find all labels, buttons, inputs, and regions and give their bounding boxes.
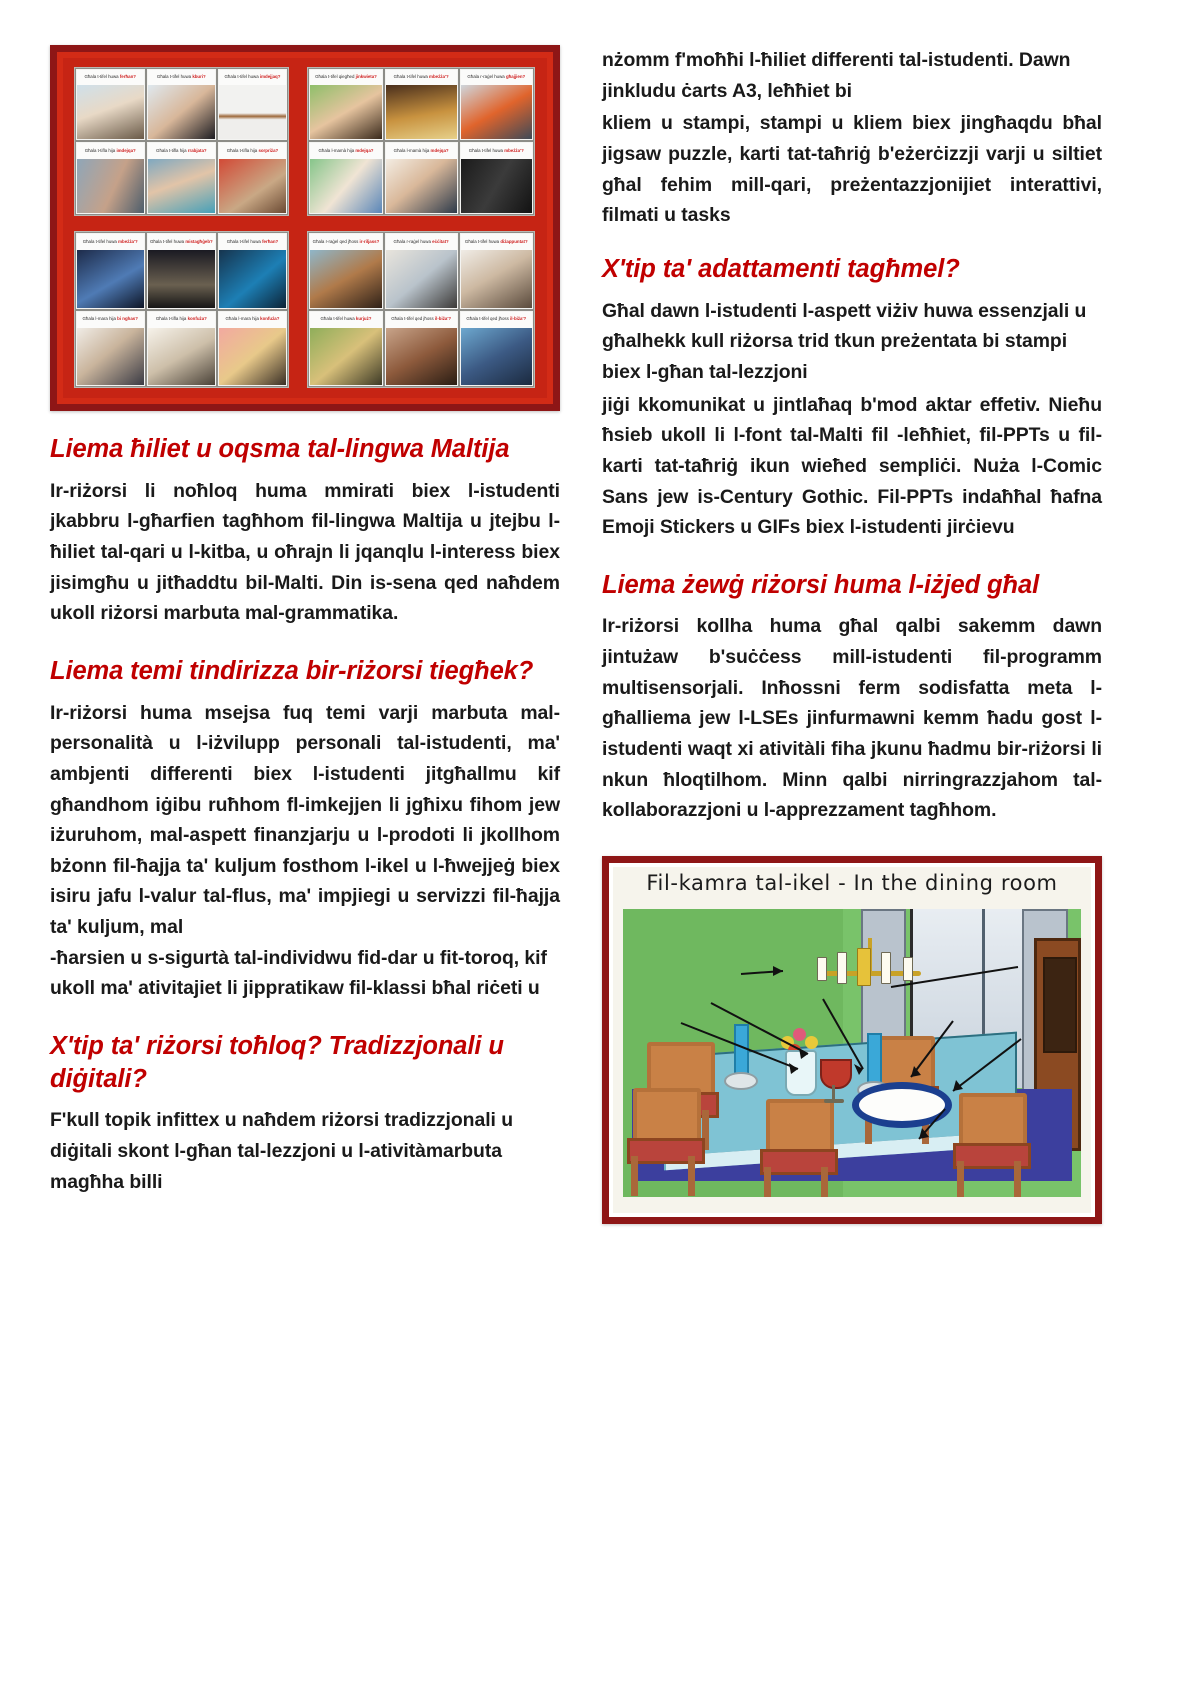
flashcard-photo — [461, 250, 532, 307]
flashcard-emotion: konfuża? — [260, 316, 280, 322]
heading-tip-rizorsi: X'tip ta' riżorsi toħloq? Tradizzjonali u diġitali? — [50, 1032, 504, 1093]
flashcard — [217, 68, 288, 142]
flashcard — [459, 141, 534, 215]
flashcard-emotion: għajjien? — [505, 73, 526, 79]
flashcard-photo — [310, 250, 381, 307]
emotion-flashcards-collage — [63, 58, 547, 398]
flashcard — [146, 232, 217, 309]
flashcard-photo — [461, 159, 532, 213]
flashcard-photo — [219, 85, 286, 139]
plate — [852, 1082, 952, 1128]
collage-sheet — [307, 67, 534, 217]
flashcard-photo — [386, 328, 457, 385]
paragraph-adattamenti: Għal dawn l-istudenti l-aspett viżiv huwa essenzjali u għalhekk kull riżorsa trid tkun preżentata bi stampi biex l-għan tal-lezzjoni — [602, 299, 1087, 383]
section-adattamenti — [602, 253, 1102, 543]
left-column — [50, 45, 560, 1224]
flashcard-caption: Għala r-raġel huwa għajjien? — [461, 70, 532, 85]
chair — [760, 1099, 832, 1197]
flashcard-emotion: bi nghas? — [117, 316, 138, 322]
heading-hiliet-oqsma: Liema ħiliet u oqsma tal-lingwa Maltija — [50, 435, 510, 463]
flashcard-photo — [386, 159, 457, 213]
flashcard-caption: Għala t-tifel huwa imdejjaq? — [219, 70, 286, 85]
flashcard-caption: Għala t-tifel huwa mistagħġeb? — [148, 234, 215, 250]
chair-leg — [1014, 1161, 1021, 1197]
flashcard-emotion: ir-riljass? — [359, 239, 380, 245]
flashcard — [217, 141, 288, 215]
chandelier-icon — [815, 938, 925, 1001]
collage-sheet — [74, 231, 289, 387]
flashcard-photo — [219, 328, 286, 385]
flashcard-emotion: diżappuntat? — [500, 239, 528, 245]
flower — [793, 1028, 806, 1041]
heading-adattamenti: X'tip ta' adattamenti tagħmel? — [602, 254, 960, 283]
flashcard-caption: Għala t-tifla hija rrabjata? — [148, 143, 215, 158]
flashcard — [384, 310, 459, 387]
flashcard — [308, 232, 383, 309]
room-wall — [623, 909, 1082, 1197]
flashcard-caption: Għala l-mara hija konfuża? — [219, 312, 286, 328]
flashcard — [459, 310, 534, 387]
flashcard-photo — [310, 85, 381, 139]
flashcard-caption: Għala t-tifel qiegħed jinkwieta? — [310, 70, 381, 85]
flashcard — [146, 68, 217, 142]
right-column — [602, 45, 1102, 1224]
two-column-layout — [50, 45, 1150, 1224]
flashcard-caption: Għala t-tifel huwa kurjuż? — [310, 312, 381, 328]
flashcard — [75, 68, 146, 142]
dining-room-title: Fil-kamra tal-ikel - In the dining room — [646, 871, 1058, 896]
flashcard — [146, 141, 217, 215]
flashcard-emotion: kburi? — [192, 73, 206, 79]
flashcard — [217, 232, 288, 309]
candle — [837, 952, 847, 984]
section-hiliet-oqsma — [50, 433, 560, 629]
flashcard-photo — [148, 85, 215, 139]
flashcard — [459, 232, 534, 309]
flashcard-caption: Għala l-mamà hija mdejqa? — [310, 143, 381, 158]
flashcard-caption: Għala t-tifel qed jħoss il-biża'? — [461, 312, 532, 328]
flashcard-caption: Għala l-mara hija bi nghas? — [77, 312, 144, 328]
glass-foot — [824, 1099, 844, 1103]
chair — [627, 1088, 699, 1196]
flashcard-photo — [148, 250, 215, 307]
candle — [903, 957, 913, 981]
cabinet-pane — [1043, 957, 1077, 1052]
flashcard — [146, 310, 217, 387]
flashcard-photo — [310, 328, 381, 385]
flashcard — [384, 68, 459, 142]
flashcard-emotion: konfuża? — [187, 316, 207, 322]
flashcard-caption: Għala t-tifel huwa kburi? — [148, 70, 215, 85]
flashcard-emotion: mistagħġeb? — [185, 239, 213, 245]
flashcard-photo — [77, 159, 144, 213]
flashcard-emotion: mdejqa? — [430, 147, 449, 153]
flashcard-photo — [219, 159, 286, 213]
chair-leg — [631, 1156, 638, 1196]
dining-room-picture-frame — [602, 856, 1102, 1224]
chair — [953, 1093, 1025, 1197]
candle-base — [724, 1072, 758, 1090]
flashcard-photo — [461, 328, 532, 385]
flashcard-photo — [148, 159, 215, 213]
flashcard — [384, 141, 459, 215]
flashcard-photo — [386, 250, 457, 307]
flashcard-emotion: mbeżża'? — [429, 73, 449, 79]
flashcard-caption: Għala t-tifla hija imdejqa? — [77, 143, 144, 158]
flashcard-photo — [219, 250, 286, 307]
flashcard — [308, 141, 383, 215]
photo-collage-frame — [50, 45, 560, 411]
flashcard-photo — [461, 85, 532, 139]
flashcard — [75, 141, 146, 215]
section-tip-rizorsi — [50, 1030, 560, 1197]
flashcard-emotion: kurjuż? — [355, 316, 372, 322]
flashcard-emotion: eċċitat? — [432, 239, 449, 245]
flashcard — [308, 68, 383, 142]
wine-glass — [820, 1059, 848, 1105]
flashcard-emotion: il-biża'? — [434, 316, 452, 322]
flashcard-photo — [148, 328, 215, 385]
flashcard-emotion: mbeżża'? — [118, 239, 138, 245]
collage-sheet — [307, 231, 534, 387]
flashcard-emotion: ferħan? — [119, 73, 136, 79]
flashcard — [75, 232, 146, 309]
candle — [817, 957, 827, 981]
flashcard — [308, 310, 383, 387]
flashcard-emotion: il-biża'? — [510, 316, 527, 322]
flashcard-caption: Għala l-mamà hija mdejqa? — [386, 143, 457, 158]
flashcard-caption: Għala t-tifel huwa mbeżża'? — [386, 70, 457, 85]
flashcard-emotion: mbeżża'? — [504, 147, 524, 153]
flashcard-caption: Għala t-tifel huwa mbeżża'? — [77, 234, 144, 250]
flashcard-photo — [310, 159, 381, 213]
candle — [857, 948, 871, 986]
flashcard-caption: Għala t-tifel qed jħoss il-biża'? — [386, 312, 457, 328]
chair-leg — [821, 1167, 828, 1197]
flashcard-caption: Għala t-tifla hija konfuża? — [148, 312, 215, 328]
flashcard-caption: Għala t-tifel huwa ferħan? — [219, 234, 286, 250]
paragraph-zewg-rizorsi: Ir-riżorsi kollha huma għal qalbi sakemm dawn jintużaw b'suċċess mill-istudenti fil-programm multisensorjali. Inħossni ferm sodisfatta meta l-għalliema jew l-LSEs jinfurmawni kemm ħadu gost l-istudenti waqt xi ativitàli fiha jkunu ħadmu bir-riżorsi li nkun ħloqtilhom. Minn qalbi nirringrazzjahom tal-kollaborazzjoni u l-apprezzament tagħhom. — [602, 615, 1102, 822]
flashcard-emotion: sorpriża? — [258, 147, 279, 153]
flower — [805, 1036, 818, 1049]
flashcard-emotion: mdejqa? — [355, 147, 374, 153]
flashcard-emotion: ferħan? — [262, 239, 279, 245]
chair-leg — [957, 1161, 964, 1197]
glass-stem — [832, 1085, 835, 1099]
flashcard-photo — [386, 85, 457, 139]
flashcard-caption: Għala t-tifel huwa mbeżża'? — [461, 143, 532, 158]
flashcard — [459, 68, 534, 142]
flashcard-caption: Għala r-raġel qed jħoss ir-riljass? — [310, 234, 381, 250]
flashcard-emotion: imdejqa? — [116, 147, 136, 153]
section-temi — [50, 655, 560, 1004]
flashcard — [75, 310, 146, 387]
heading-zewg-rizorsi: Liema żewġ riżorsi huma l-iżjed għal — [602, 570, 1040, 599]
candlestick — [724, 1024, 754, 1102]
flashcard-caption: Għala t-tifel huwa ferħan? — [77, 70, 144, 85]
collage-sheet — [74, 67, 289, 217]
flashcard-emotion: jinkwieta? — [355, 73, 377, 79]
flashcard-photo — [77, 250, 144, 307]
heading-temi: Liema temi tindirizza bir-riżorsi tiegħek? — [50, 656, 534, 685]
chair-leg — [764, 1167, 771, 1197]
glass-bowl — [820, 1059, 852, 1089]
flower-vase — [779, 1024, 819, 1092]
vase-body — [785, 1050, 817, 1096]
flashcard — [217, 310, 288, 387]
paragraph-hiliet-oqsma: Ir-riżorsi li noħloq huma mmirati biex l-istudenti jkabbru l-għarfien tagħhom fil-lingwa Maltija u jtejbu l-ħiliet tal-qari u l-kitba, u oħrajn li jqanqlu l-interess biex jisimgħu u jitħaddtu bil-Malti. Din is-sena qed naħdem ukoll riżorsi marbuta mal-grammatika. — [50, 479, 560, 625]
candle — [881, 952, 891, 984]
section-zewg-rizorsi — [602, 569, 1102, 826]
paragraph-temi-tail: -ħarsien u s-sigurtà tal-individwu fid-dar u fit-toroq, kif ukoll ma' ativitajiet li jippratikaw fil-klassi bħal riċeti u — [50, 946, 547, 1000]
flashcard-emotion: rrabjata? — [187, 147, 207, 153]
paragraph-lead-2: kliem u stampi, stampi u kliem biex jingħaqdu bħal jigsaw puzzle, karti tat-taħriġ b'eżerċizzji varji u siltiet għal fehim mill-qari, preżentazzjonijiet interattivi, filmati u tasks — [602, 112, 1102, 227]
flashcard-photo — [77, 328, 144, 385]
paragraph-lead: nżomm f'moħħi l-ħiliet differenti tal-istudenti. Dawn jinkludu ċarts A3, leħħiet bi — [602, 49, 1071, 102]
paragraph-tip-rizorsi: F'kull topik infittex u naħdem riżorsi tradizzjonali u diġitali skont l-għan tal-lezzjoni u l-ativitàmarbuta magħha billi — [50, 1109, 514, 1193]
paragraph-temi: Ir-riżorsi huma msejsa fuq temi varji marbuta mal-personalità u l-iżvilupp personali tal-istudenti, ma' ambjenti differenti biex l-istudenti jitgħallmu kif għandhom iġibu ruħhom fl-imkejjen li jgħixu fihom jew iżuruhom, mal-aspett finanzjarju u l-prodoti li jkollhom bżonn fil-ħajja ta' kuljum fosthom l-ikel u l-ħwejjeġ biex isiru jafu l-valur tal-flus, ma' impjiegi u servizzi fil-ħajja ta' kuljum, mal — [50, 701, 560, 939]
flashcard — [384, 232, 459, 309]
dining-room-illustration — [613, 867, 1091, 1213]
candle-wax — [867, 1033, 882, 1085]
chair-leg — [688, 1156, 695, 1196]
flashcard-caption: Għala r-raġel huwa eċċitat? — [386, 234, 457, 250]
candle-wax — [734, 1024, 749, 1076]
flashcard-caption: Għala t-tifla hija sorpriża? — [219, 143, 286, 158]
paragraph-adattamenti-2: jiġi kkomunikat u jintlaħaq b'mod aktar effetiv. Nieħu ħsieb ukoll li l-font tal-Malti fil -leħħiet, fil-PPTs u fil-karti tat-taħriġ ikun wieħed sempliċi. Nuża l-Comic Sans jew is-Century Gothic. Fil-PPTs indaħħal ħafna Emoji Stickers u GIFs biex l-istudenti jirċievu — [602, 393, 1102, 539]
flashcard-emotion: imdejjaq? — [259, 73, 281, 79]
flashcard-photo — [77, 85, 144, 139]
flashcard-caption: Għala t-tifel huwa diżappuntat? — [461, 234, 532, 250]
